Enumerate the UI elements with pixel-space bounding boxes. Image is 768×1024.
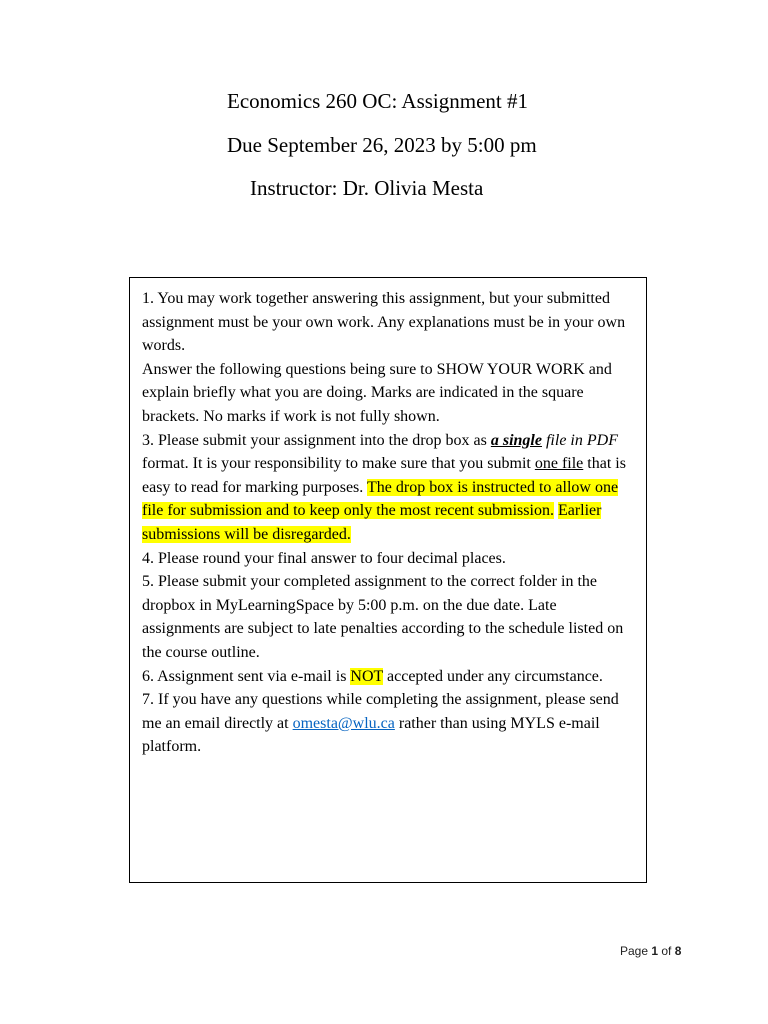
instruction-item-7 — [142, 688, 637, 759]
instruction-6-text: 6. Assignment sent via e-mail is — [142, 667, 351, 685]
instruction-3-emphasis: a single — [490, 431, 542, 449]
instruction-3-highlight: Earlier submissions will be disregarded. — [142, 502, 602, 543]
instructions-box — [129, 277, 647, 883]
instruction-item-1: 1. You may work together answering this assignment, but your submitted assignment must be your own work. Any explanations must be in your own words. — [142, 290, 626, 355]
instruction-item-5: 5. Please submit your completed assignment to the correct folder in the dropbox in MyLearningSpace by 5:00 p.m. on the due date. Late assignments are subject to late penalties according to the schedule listed on the course outline. — [142, 573, 624, 661]
instruction-3-highlight: The drop box is instructed to allow one file for submission and to keep only the most recent submission. — [142, 478, 619, 520]
current-page: 1 — [651, 944, 659, 958]
instructor-name: Instructor: Dr. Olivia Mesta — [250, 176, 484, 200]
instruction-item-4: 4. Please round your final answer to four decimal places. — [142, 549, 506, 567]
instruction-6-text: accepted under any circumstance. — [383, 667, 603, 685]
instruction-item-6 — [142, 665, 637, 689]
total-pages: 8 — [674, 944, 682, 958]
instruction-3-text: format. It is your responsibility to make sure that you submit — [142, 455, 535, 473]
instruction-3-underlined: one file — [534, 455, 584, 473]
instruction-item-2: Answer the following questions being sure to SHOW YOUR WORK and explain briefly what you are doing. Marks are indicated in the square brackets. No marks if work is not fully shown. — [142, 360, 612, 425]
instruction-3-italic: file in PDF — [541, 431, 618, 449]
assignment-title: Economics 260 OC: Assignment #1 — [227, 89, 528, 113]
due-date: Due September 26, 2023 by 5:00 pm — [227, 133, 537, 157]
instruction-7-text: rather than using MYLS e-mail platform. — [142, 714, 600, 756]
page-number: Page 1 of 8 — [620, 944, 682, 958]
instruction-6-highlight: NOT — [350, 667, 384, 685]
instruction-7-text: 7. If you have any questions while completing the assignment, please send me an email directly at — [142, 691, 619, 732]
instruction-3-text: that is easy to read for marking purposes. — [142, 455, 626, 496]
instruction-3-text: 3. Please submit your assignment into the drop box as — [142, 431, 491, 449]
instruction-item-3 — [142, 429, 637, 547]
instructions-content — [142, 287, 637, 759]
email-link[interactable]: omesta@wlu.ca — [292, 714, 395, 732]
